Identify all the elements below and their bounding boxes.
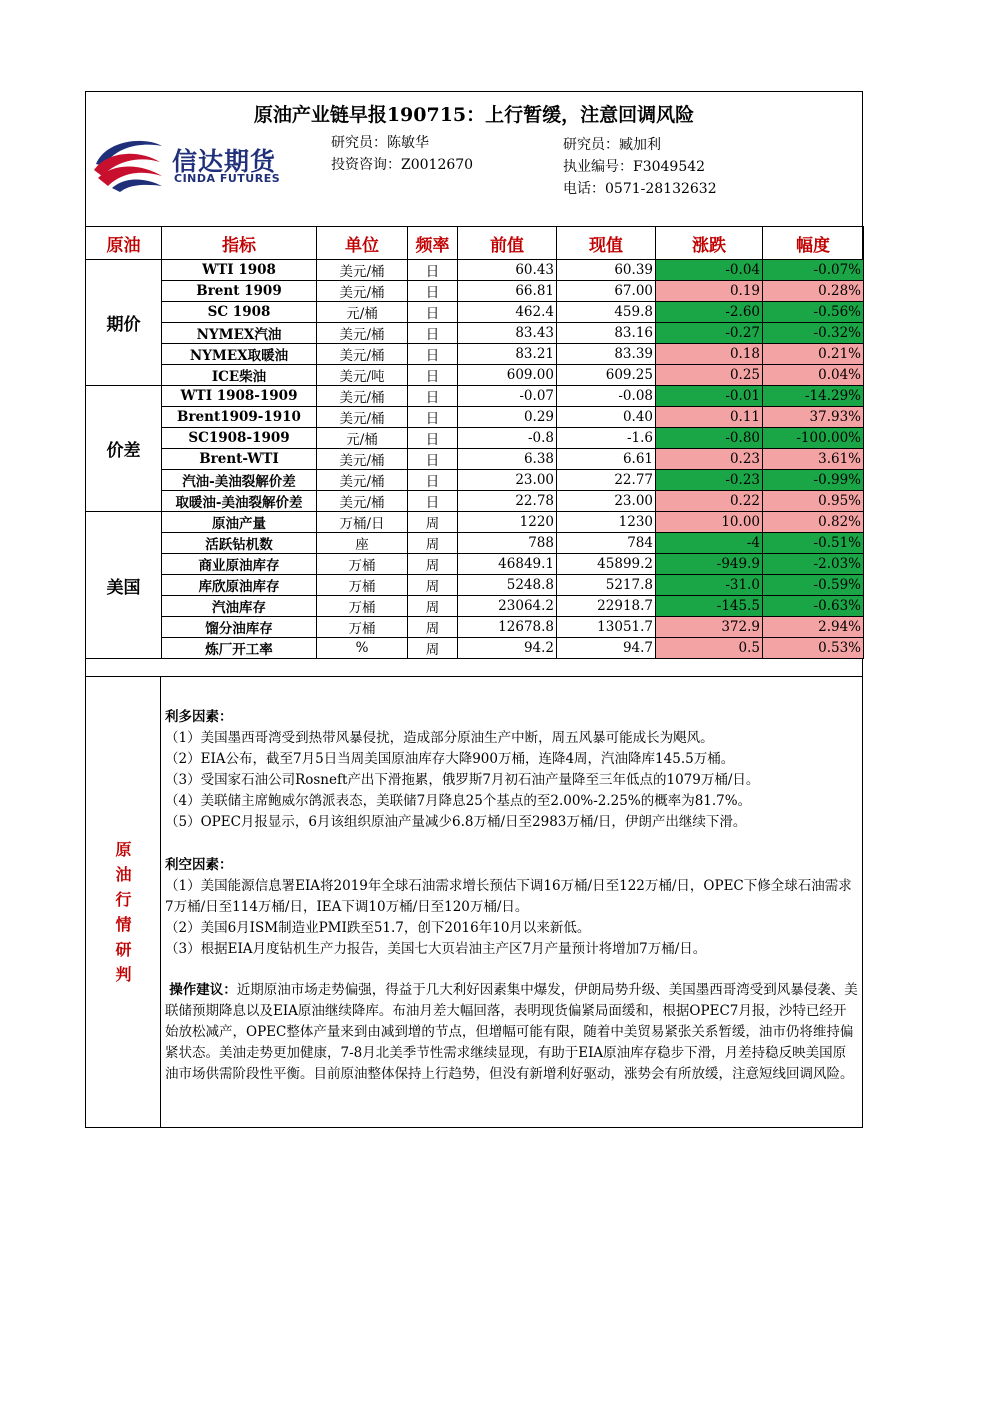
previous-value-cell: 609.00 (458, 365, 557, 386)
percent-change-cell: -0.59% (763, 575, 864, 596)
table-row (86, 365, 864, 386)
percent-change-cell: -0.32% (763, 323, 864, 344)
current-value-cell: 609.25 (557, 365, 656, 386)
percent-change-cell: 0.53% (763, 638, 864, 659)
bear-factors-title: 利空因素： (165, 857, 233, 873)
change-cell: -2.60 (656, 302, 763, 323)
table-row (86, 533, 864, 554)
percent-change-cell: -0.07% (763, 260, 864, 281)
table-row (86, 323, 864, 344)
indicator-cell: Brent1909-1910 (162, 407, 317, 428)
previous-value-cell: 23.00 (458, 470, 557, 491)
current-value-cell: 94.7 (557, 638, 656, 659)
percent-change-cell: 0.95% (763, 491, 864, 512)
current-value-cell: 22918.7 (557, 596, 656, 617)
current-value-cell: 60.39 (557, 260, 656, 281)
current-value-cell: 45899.2 (557, 554, 656, 575)
indicator-cell: 取暖油-美油裂解价差 (162, 491, 317, 512)
table-row (86, 302, 864, 323)
change-cell: -0.04 (656, 260, 763, 281)
indicator-cell: SC1908-1909 (162, 428, 317, 449)
group-label: 期价 (86, 260, 162, 386)
current-value-cell: -1.6 (557, 428, 656, 449)
percent-change-cell: 0.04% (763, 365, 864, 386)
unit-cell: 美元/桶 (317, 260, 408, 281)
logo-english-name: CINDA FUTURES (174, 172, 281, 185)
current-value-cell: 0.40 (557, 407, 656, 428)
previous-value-cell: 1220 (458, 512, 557, 533)
researcher-info-1 (331, 132, 473, 176)
header-change: 涨跌 (656, 227, 763, 260)
company-logo (92, 136, 282, 192)
advice-title: 操作建议： (169, 982, 237, 998)
header-previous: 前值 (458, 227, 557, 260)
indicator-cell: 汽油库存 (162, 596, 317, 617)
current-value-cell: -0.08 (557, 386, 656, 407)
percent-change-cell: 0.82% (763, 512, 864, 533)
previous-value-cell: 83.43 (458, 323, 557, 344)
change-cell: 0.18 (656, 344, 763, 365)
current-value-cell: 1230 (557, 512, 656, 533)
change-cell: 0.19 (656, 281, 763, 302)
frequency-cell: 周 (408, 638, 458, 659)
market-data-table (85, 226, 864, 659)
report-frame (85, 91, 863, 1128)
header-current: 现值 (557, 227, 656, 260)
table-row (86, 428, 864, 449)
phone-number: 电话：0571-28132632 (563, 181, 717, 197)
frequency-cell: 周 (408, 596, 458, 617)
unit-cell: 万桶/日 (317, 512, 408, 533)
change-cell: 0.11 (656, 407, 763, 428)
analysis-label-cell (86, 677, 161, 1128)
consult-number: 投资咨询：Z0012670 (331, 157, 474, 173)
percent-change-cell: 0.21% (763, 344, 864, 365)
table-row (86, 281, 864, 302)
indicator-cell: 馏分油库存 (162, 617, 317, 638)
current-value-cell: 23.00 (557, 491, 656, 512)
current-value-cell: 67.00 (557, 281, 656, 302)
percent-change-cell: -0.51% (763, 533, 864, 554)
current-value-cell: 5217.8 (557, 575, 656, 596)
header-crude: 原油 (86, 227, 162, 260)
percent-change-cell: -14.29% (763, 386, 864, 407)
table-header-row (86, 227, 864, 260)
bull-factor-item: （5）OPEC月报显示，6月该组织原油产量减少6.8万桶/日至2983万桶/日，伊朗产出继续下滑。 (165, 814, 747, 830)
advice-text: 近期原油市场走势偏强，得益于几大利好因素集中爆发，伊朗局势升级、美国墨西哥湾受到风暴侵袭、美联储预期降息以及EIA原油继续降库。布油月差大幅回落，表明现货偏紧局面缓和，根据OPEC7月报，沙特已经开始放松减产，OPEC整体产量来到由减到增的节点，但增幅可能有限，随着中美贸易紧张关系暂缓，油市仍将维持偏紧状态。美油走势更加健康，7-8月北美季节性需求继续显现，有助于EIA原油库存稳步下滑，月差持稳反映美国原油市场供需阶段性平衡。目前原油整体保持上行趋势，但没有新增利好驱动，涨势会有所放缓，注意短线回调风险。 (165, 982, 858, 1082)
frequency-cell: 周 (408, 512, 458, 533)
table-row (86, 617, 864, 638)
previous-value-cell: -0.07 (458, 386, 557, 407)
frequency-cell: 日 (408, 386, 458, 407)
unit-cell: 美元/桶 (317, 449, 408, 470)
table-row (86, 554, 864, 575)
header-unit: 单位 (317, 227, 408, 260)
researcher-info-2 (563, 134, 717, 200)
table-row (86, 386, 864, 407)
indicator-cell: ICE柴油 (162, 365, 317, 386)
current-value-cell: 13051.7 (557, 617, 656, 638)
percent-change-cell: -0.56% (763, 302, 864, 323)
frequency-cell: 日 (408, 302, 458, 323)
change-cell: -0.80 (656, 428, 763, 449)
researcher-name: 研究员：陈敏华 (331, 135, 429, 151)
percent-change-cell: 37.93% (763, 407, 864, 428)
report-title: 原油产业链早报190715：上行暂缓，注意回调风险 (253, 104, 695, 126)
percent-change-cell: -0.99% (763, 470, 864, 491)
current-value-cell: 22.77 (557, 470, 656, 491)
bull-factor-item: （2）EIA公布，截至7月5日当周美国原油库存大降900万桶，连降4周，汽油降库145.5万桶。 (165, 751, 735, 767)
frequency-cell: 周 (408, 575, 458, 596)
frequency-cell: 日 (408, 365, 458, 386)
unit-cell: 万桶 (317, 596, 408, 617)
bull-factor-item: （4）美联储主席鲍威尔鸽派表态，美联储7月降息25个基点的至2.00%-2.25%的概率为81.7%。 (165, 793, 752, 809)
previous-value-cell: 60.43 (458, 260, 557, 281)
bull-factors-title: 利多因素： (165, 709, 233, 725)
unit-cell: 万桶 (317, 575, 408, 596)
bull-factor-item: （1）美国墨西哥湾受到热带风暴侵扰，造成部分原油生产中断，周五风暴可能成长为飓风。 (165, 730, 714, 746)
previous-value-cell: 46849.1 (458, 554, 557, 575)
unit-cell: 美元/桶 (317, 491, 408, 512)
change-cell: -0.27 (656, 323, 763, 344)
group-label: 价差 (86, 386, 162, 512)
frequency-cell: 周 (408, 533, 458, 554)
change-cell: -4 (656, 533, 763, 554)
unit-cell: 美元/桶 (317, 407, 408, 428)
frequency-cell: 日 (408, 407, 458, 428)
unit-cell: 万桶 (317, 617, 408, 638)
previous-value-cell: 12678.8 (458, 617, 557, 638)
change-cell: 10.00 (656, 512, 763, 533)
table-row (86, 344, 864, 365)
table-row (86, 470, 864, 491)
previous-value-cell: 788 (458, 533, 557, 554)
current-value-cell: 784 (557, 533, 656, 554)
logo-chinese-name: 信达期货 (172, 147, 277, 176)
frequency-cell: 日 (408, 449, 458, 470)
table-body (86, 260, 864, 659)
change-cell: -145.5 (656, 596, 763, 617)
indicator-cell: NYMEX汽油 (162, 323, 317, 344)
current-value-cell: 459.8 (557, 302, 656, 323)
header-indicator: 指标 (162, 227, 317, 260)
frequency-cell: 日 (408, 470, 458, 491)
frequency-cell: 日 (408, 344, 458, 365)
percent-change-cell: -0.63% (763, 596, 864, 617)
indicator-cell: 活跃钻机数 (162, 533, 317, 554)
change-cell: 0.25 (656, 365, 763, 386)
previous-value-cell: 23064.2 (458, 596, 557, 617)
unit-cell: 元/桶 (317, 428, 408, 449)
unit-cell: 元/桶 (317, 302, 408, 323)
table-row (86, 260, 864, 281)
header-percent: 幅度 (763, 227, 864, 260)
frequency-cell: 日 (408, 323, 458, 344)
indicator-cell: 商业原油库存 (162, 554, 317, 575)
previous-value-cell: 22.78 (458, 491, 557, 512)
unit-cell: 美元/桶 (317, 281, 408, 302)
indicator-cell: WTI 1908-1909 (162, 386, 317, 407)
indicator-cell: 炼厂开工率 (162, 638, 317, 659)
previous-value-cell: 83.21 (458, 344, 557, 365)
table-row (86, 512, 864, 533)
license-number: 执业编号：F3049542 (563, 159, 706, 175)
table-row (86, 575, 864, 596)
group-label: 美国 (86, 512, 162, 659)
frequency-cell: 日 (408, 491, 458, 512)
indicator-cell: Brent 1909 (162, 281, 317, 302)
table-row (86, 596, 864, 617)
frequency-cell: 日 (408, 260, 458, 281)
percent-change-cell: -100.00% (763, 428, 864, 449)
percent-change-cell: -2.03% (763, 554, 864, 575)
percent-change-cell: 2.94% (763, 617, 864, 638)
bear-factor-item: （1）美国能源信息署EIA将2019年全球石油需求增长预估下调16万桶/日至122万桶/日，OPEC下修全球石油需求7万桶/日至114万桶/日，IEA下调10万桶/日至120万桶/日。 (165, 878, 852, 915)
indicator-cell: 汽油-美油裂解价差 (162, 470, 317, 491)
frequency-cell: 日 (408, 428, 458, 449)
analysis-section (86, 676, 862, 1128)
table-row (86, 638, 864, 659)
indicator-cell: SC 1908 (162, 302, 317, 323)
previous-value-cell: 462.4 (458, 302, 557, 323)
operation-advice (165, 980, 859, 1085)
previous-value-cell: 5248.8 (458, 575, 557, 596)
current-value-cell: 83.16 (557, 323, 656, 344)
table-row (86, 449, 864, 470)
table-row (86, 491, 864, 512)
unit-cell: % (317, 638, 408, 659)
unit-cell: 美元/桶 (317, 386, 408, 407)
change-cell: 0.5 (656, 638, 763, 659)
unit-cell: 美元/吨 (317, 365, 408, 386)
indicator-cell: WTI 1908 (162, 260, 317, 281)
indicator-cell: 库欣原油库存 (162, 575, 317, 596)
change-cell: 0.23 (656, 449, 763, 470)
researcher-name: 研究员：臧加利 (563, 137, 661, 153)
change-cell: 372.9 (656, 617, 763, 638)
frequency-cell: 周 (408, 617, 458, 638)
change-cell: -0.01 (656, 386, 763, 407)
previous-value-cell: 0.29 (458, 407, 557, 428)
analysis-text (165, 707, 859, 1085)
logo-swoosh-icon (92, 136, 166, 192)
change-cell: -0.23 (656, 470, 763, 491)
change-cell: -949.9 (656, 554, 763, 575)
indicator-cell: Brent-WTI (162, 449, 317, 470)
percent-change-cell: 3.61% (763, 449, 864, 470)
unit-cell: 美元/桶 (317, 323, 408, 344)
previous-value-cell: 6.38 (458, 449, 557, 470)
previous-value-cell: 94.2 (458, 638, 557, 659)
current-value-cell: 6.61 (557, 449, 656, 470)
header-frequency: 频率 (408, 227, 458, 260)
unit-cell: 万桶 (317, 554, 408, 575)
change-cell: 0.22 (656, 491, 763, 512)
bull-factor-item: （3）受国家石油公司Rosneft产出下滑拖累，俄罗斯7月初石油产量降至三年低点的1079万桶/日。 (165, 772, 760, 788)
frequency-cell: 周 (408, 554, 458, 575)
bear-factor-item: （2）美国6月ISM制造业PMI跌至51.7，创下2016年10月以来新低。 (165, 920, 591, 936)
previous-value-cell: -0.8 (458, 428, 557, 449)
analysis-label: 原 油 行 情 研 判 (115, 840, 132, 984)
current-value-cell: 83.39 (557, 344, 656, 365)
indicator-cell: 原油产量 (162, 512, 317, 533)
indicator-cell: NYMEX取暖油 (162, 344, 317, 365)
unit-cell: 美元/桶 (317, 470, 408, 491)
bear-factor-item: （3）根据EIA月度钻机生产力报告，美国七大页岩油主产区7月产量预计将增加7万桶/日。 (165, 941, 707, 957)
table-row (86, 407, 864, 428)
change-cell: -31.0 (656, 575, 763, 596)
frequency-cell: 日 (408, 281, 458, 302)
unit-cell: 座 (317, 533, 408, 554)
previous-value-cell: 66.81 (458, 281, 557, 302)
unit-cell: 美元/桶 (317, 344, 408, 365)
percent-change-cell: 0.28% (763, 281, 864, 302)
